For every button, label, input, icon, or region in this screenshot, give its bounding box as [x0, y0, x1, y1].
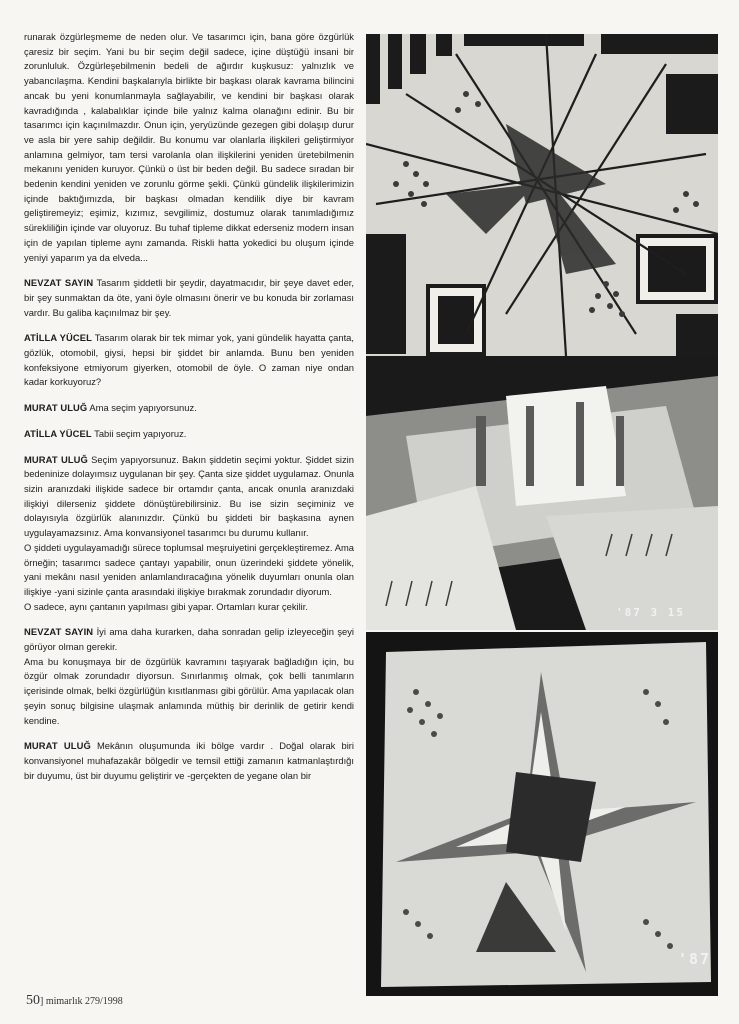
paragraph-text: runarak özgürleşmeme de neden olur. Ve tasarımcı için, bana göre özgürlük çaresiz bir seçim. Yani bu bir seçim değil sadece, içine düştüğü insani bir zorunluluk. Özgürleşebilmenin bedeli de ağırdır kuşkusuz: yalnızlık ve yabancılaşma. Kendini başkalarıyla birlikte bir başkası olarak kavrama bilincini ancak bu yeni konumlanmayla sağlayabilir, ve kendini bir başkası olarak kavradığında , kalabalıklar içinde bile yalnız kalma olanağını edinir. Bu bir tasarımcı için kaçınılmazdır. Onun için, yeryüzünde gezegen gibi dolaşıp durur ve asla bir yere sahip değildir. Bu konumu var olanlarla ilişkileri geliştirmiyor anlamına gelmiyor, tam tersi varolanla olan ilişkilerini yeniden üretebilmenin mekanını yeniden kuruyor. Çünkü o üst bir beden değil. Bu sadece sıradan bir bedenin kendini yeniden ve zorunlu görme şekli. Çünkü gündelik ilişkilerimizin içinde baktığımızda, bir başkası olmadan kendilik diye bir kavram geliştiremeyiz; eşimiz, kızımız, sevgilimiz, dostumuz olarak tanımladığımız sürekliliğin içinde var oluyoruz. Bu tuhaf tipleme dikkat ederseniz modern insan için de yapılan tipleme aynı zamanda. Riskli hatta yokedici bu oluşum içinde yeniyi yaparım ya da elveda... [24, 31, 354, 263]
paragraph-text: Tabii seçim yapıyoruz. [94, 427, 187, 439]
paragraph-7 [24, 625, 354, 728]
paragraph-text: İyi ama daha kurarken, daha sonradan gelip izleyeceğin şeyi görüyor olman gerekir. [24, 626, 354, 653]
paragraph-1 [24, 30, 354, 265]
paragraph-text: Ama seçim yapıyorsunuz. [89, 402, 197, 414]
paragraph-text: Mekânın oluşumunda iki bölge vardır . Doğal olarak biri konvansiyonel muhafazakâr bölgedir ve temsil ettiği zamanın katmanlaştırdığı bir duyumu, üst bir duyumu geliştirir ve -gerçekten de yegane olan bir [24, 740, 355, 781]
speaker-name: MURAT ULUĞ [24, 453, 88, 465]
page-footer: 50] mimarlık 279/1998 [26, 993, 123, 1008]
paragraph-text: O şiddeti uygulayamadığı sürece toplumsal meşruiyetini gerçekleştiremez. Ama örneğin; tasarımcı sadece çantayı yapabilir, onun üzerindeki şiddete yönelik, yani mekânı nasıl yeniden anlamlandıracağına yönelik duyumları onunla olan ilişkiye -yani sizinle çanta arasındaki ilişkiye bırakmak zorundadır diyorum. [24, 541, 354, 597]
article-text [24, 30, 354, 794]
paragraph-8 [24, 739, 354, 783]
site-plan-photo [366, 34, 718, 356]
paragraph-text: Tasarım şiddetli bir şeydir, dayatmacıdır, bir şeye davet eder, bir şey sunmaktan da öte, yani öyle olmasını önerir ve bu konuda bir zorlaması vardır. Bu galiba kaçınılmaz bir şey. [24, 277, 355, 318]
paragraph-5 [24, 427, 354, 442]
publication-name: mimarlık 279/1998 [45, 996, 123, 1007]
paragraph-6 [24, 453, 354, 615]
speaker-name: MURAT ULUĞ [24, 402, 88, 414]
photo-date-stamp: '87 [678, 950, 712, 968]
paragraph-text: Tasarım olarak bir tek mimar yok, yani gündelik hayatta çanta, gözlük, otomobil, giysi, hepsi bir şiddet bir anlamda. Bunu ben yeniden konfeksiyone etmiyorum giyerken, otomobil de öyle. O zaman niye ondan kadar korkuyoruz? [24, 332, 354, 388]
model-photo [366, 356, 718, 630]
paragraph-text: Seçim yapıyorsunuz. Bakın şiddetin seçimi yoktur. Şiddet sizin bedeninize dolayımsız uygulanan bir şey. Çanta size şiddet uygulamaz. Onunla sizin aranızdaki ilişkide sadece bir ortamdır çanta, ancak onunla aranızdaki ilişkiyi dilerseniz şiddete dönüştürebilirsiniz. Bu ise sizin seçiminiz ve dolayısıyla özgürlük alanınızdır. Çünkü bu şiddeti bir başkasına aynen uygulayamazsınız. Ama konvansiyonel tasarımcı bu durumu kullanır. [24, 453, 354, 539]
speaker-name: MURAT ULUĞ [24, 740, 91, 752]
page-number: 50 [26, 993, 40, 1008]
photo-date-stamp: '87 3 15 [616, 606, 685, 619]
speaker-name: NEVZAT SAYIN [24, 626, 94, 638]
speaker-name: NEVZAT SAYIN [24, 277, 94, 289]
speaker-name: ATİLLA YÜCEL [24, 332, 92, 344]
paragraph-4 [24, 401, 354, 416]
paragraph-2 [24, 276, 354, 320]
model-top-view-photo [366, 632, 718, 996]
speaker-name: ATİLLA YÜCEL [24, 427, 92, 439]
paragraph-text: Ama bu konuşmaya bir de özgürlük kavramını taşıyarak bağladığın için, bu özgür olmak zorundadır diyorsun. Sınırlanmış olmak, çok belli tanımların içerisinde olmak, belki özgürlüğün kısıtlanması gibi görülür. Ama yapılacak olan şeyin sonuç bilgisine ulaşmak anlamında müthiş bir derinlik de getirir kendi kendine. [24, 655, 354, 726]
paragraph-3 [24, 331, 354, 390]
paragraph-text: O sadece, aynı çantanın yapılması gibi yapar. Ortamları kurar çekilir. [24, 600, 308, 612]
